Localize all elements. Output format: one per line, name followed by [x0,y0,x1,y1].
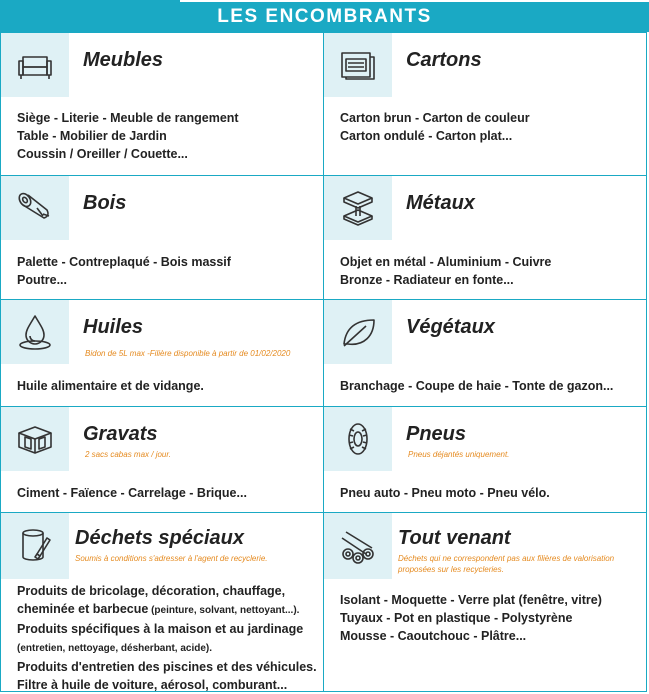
item-text: cheminée et barbecue [17,602,149,616]
item-line: Carton brun - Carton de couleur [340,111,530,125]
item-line: Filtre à huile de voiture, aérosol, comburant... [17,678,288,692]
category-items [340,109,530,145]
item-line: Objet en métal - Aluminium - Cuivre [340,255,552,269]
category-tout-venant [323,512,647,692]
category-note: Soumis à conditions s'adresser à l'agent de recyclerie. [75,554,268,563]
category-title: Bois [83,192,127,214]
item-line [17,638,317,658]
item-line: Tuyaux - Pot en plastique - Polystyrène [340,611,573,625]
metal-beam-icon [324,176,392,240]
item-line: Mousse - Caoutchouc - Plâtre... [340,629,527,643]
paint-jar-icon [1,513,69,579]
category-note: 2 sacs cabas max / jour. [85,450,171,459]
category-items [17,484,247,502]
category-title: Tout venant [398,527,511,549]
log-icon [1,176,69,240]
note-line: proposées sur les recycleries. [398,565,504,574]
item-line: Isolant - Moquette - Verre plat (fenêtre, vitre) [340,593,602,607]
item-line: Produits de bricolage, décoration, chauffage, [17,584,286,598]
item-line: Carton ondulé - Carton plat... [340,129,513,143]
item-line: Branchage - Coupe de haie - Tonte de gazon... [340,379,614,393]
category-vegetaux [323,299,647,407]
category-title: Végétaux [406,316,495,338]
oil-drop-icon [1,300,69,364]
category-title: Déchets spéciaux [75,527,244,549]
category-note [398,553,614,575]
item-line: Pneu auto - Pneu moto - Pneu vélo. [340,486,550,500]
tire-icon [324,407,392,471]
category-items [17,377,204,395]
armchair-icon [1,33,69,97]
category-items [340,591,602,645]
category-title: Cartons [406,49,482,71]
category-items [17,109,239,163]
item-line: Siège - Literie - Meuble de rangement [17,111,239,125]
header-banner [0,2,649,32]
category-dechets-speciaux [0,512,324,692]
category-items [17,253,231,289]
category-metaux [323,175,647,300]
category-note: Pneus déjantés uniquement. [408,450,510,459]
category-items [17,582,317,694]
item-line: Coussin / Oreiller / Couette... [17,147,188,161]
note-line: Déchets qui ne correspondent pas aux filières de valorisation [398,554,615,563]
category-pneus [323,406,647,513]
category-meubles [0,32,324,176]
category-title: Meubles [83,49,164,71]
item-detail: (entretien, nettoyage, désherbant, acide). [17,643,213,654]
item-line: Produits d'entretien des piscines et des véhicules. [17,660,317,674]
item-line: Produits spécifiques à la maison et au jardinage [17,622,304,636]
item-line [17,600,317,620]
item-line: Poutre... [17,273,68,287]
category-title: Gravats [83,423,158,445]
category-title: Huiles [83,316,144,338]
item-line: Palette - Contreplaqué - Bois massif [17,255,231,269]
category-title: Pneus [406,423,467,445]
leaf-icon [324,300,392,364]
item-line: Table - Mobilier de Jardin [17,129,167,143]
category-bois [0,175,324,300]
category-note: Bidon de 5L max -Filière disponible à partir de 01/02/2020 [85,349,291,358]
category-items [340,253,551,289]
item-detail: (peinture, solvant, nettoyant...). [148,605,300,616]
category-items [340,377,613,395]
pipes-icon [324,513,392,579]
item-line: Huile alimentaire et de vidange. [17,379,204,393]
category-title: Métaux [406,192,475,214]
category-cartons [323,32,647,176]
item-line: Ciment - Faïence - Carrelage - Brique... [17,486,247,500]
category-items [340,484,550,502]
page-title: LES ENCOMBRANTS [217,6,432,27]
category-gravats [0,406,324,513]
item-line: Bronze - Radiateur en fonte... [340,273,514,287]
brick-icon [1,407,69,471]
cardboard-icon [324,33,392,97]
category-huiles [0,299,324,407]
